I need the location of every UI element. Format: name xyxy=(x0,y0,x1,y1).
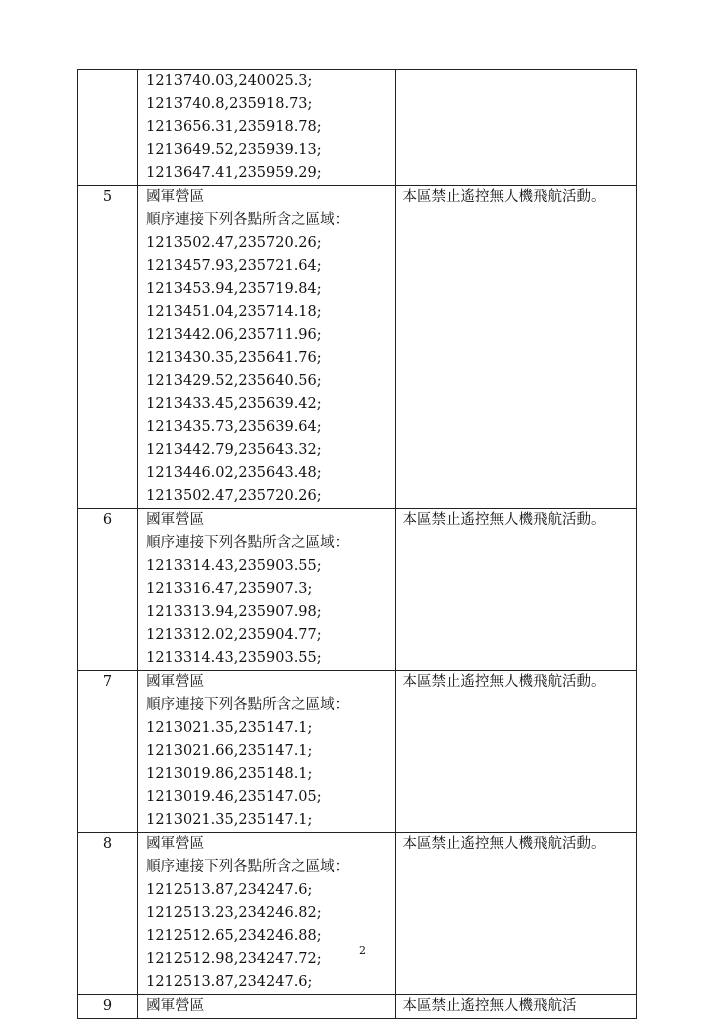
area-text-line: 順序連接下列各點所含之區域： xyxy=(146,535,350,551)
row-number: 8 xyxy=(78,833,138,995)
coordinate-line: 1213457.93,235721.64; xyxy=(146,258,322,274)
area-text-line: 國軍營區 xyxy=(146,836,205,852)
area-description xyxy=(138,671,395,833)
coordinate-line: 1213451.04,235714.18; xyxy=(146,304,322,320)
coordinate-line: 1213647.41,235959.29; xyxy=(146,165,322,181)
area-description xyxy=(138,70,395,186)
coordinate-line: 1213429.52,235640.56; xyxy=(146,373,322,389)
restriction-note xyxy=(395,509,636,671)
table-row xyxy=(78,509,637,671)
area-text-line: 國軍營區 xyxy=(146,998,205,1014)
row-number: 9 xyxy=(78,995,138,1019)
coordinate-line: 1213446.02,235643.48; xyxy=(146,465,322,481)
coordinate-line: 1213019.46,235147.05; xyxy=(146,789,322,805)
coordinate-line: 1213649.52,235939.13; xyxy=(146,142,322,158)
coordinate-line: 1213502.47,235720.26; xyxy=(146,488,322,504)
coordinate-line: 1212513.23,234246.82; xyxy=(146,905,322,921)
table-row xyxy=(78,833,637,995)
restriction-note-text: 本區禁止遙控無人機飛航活動。 xyxy=(402,674,606,690)
restriction-note xyxy=(395,186,636,509)
coordinate-line: 1212512.65,234246.88; xyxy=(146,928,322,944)
coordinate-line: 1213435.73,235639.64; xyxy=(146,419,322,435)
coordinate-line: 1213433.45,235639.42; xyxy=(146,396,322,412)
row-number: 6 xyxy=(78,509,138,671)
area-description xyxy=(138,186,395,509)
restriction-note xyxy=(395,70,636,186)
coordinate-line: 1213021.66,235147.1; xyxy=(146,743,313,759)
coordinate-line: 1212512.98,234247.72; xyxy=(146,951,322,967)
area-text-line: 順序連接下列各點所含之區域： xyxy=(146,697,350,713)
coordinate-line: 1212513.87,234247.6; xyxy=(146,882,313,898)
area-text-line: 國軍營區 xyxy=(146,674,205,690)
coordinate-line: 1213021.35,235147.1; xyxy=(146,812,313,828)
table-row xyxy=(78,995,637,1019)
coordinate-line: 1213656.31,235918.78; xyxy=(146,119,322,135)
coordinate-line: 1213314.43,235903.55; xyxy=(146,558,322,574)
coordinate-line: 1213316.47,235907.3; xyxy=(146,581,313,597)
coordinate-line: 1213021.35,235147.1; xyxy=(146,720,313,736)
row-number: 7 xyxy=(78,671,138,833)
coordinate-line: 1213502.47,235720.26; xyxy=(146,235,322,251)
restriction-note-text: 本區禁止遙控無人機飛航活動。 xyxy=(402,836,606,852)
area-text-line: 順序連接下列各點所含之區域： xyxy=(146,212,350,228)
table-row xyxy=(78,671,637,833)
row-number xyxy=(78,70,138,186)
area-text-line: 順序連接下列各點所含之區域： xyxy=(146,859,350,875)
restriction-note-text: 本區禁止遙控無人機飛航活 xyxy=(402,998,577,1014)
restriction-note xyxy=(395,833,636,995)
coordinate-line: 1213740.8,235918.73; xyxy=(146,96,313,112)
page-number: 2 xyxy=(359,944,366,957)
restriction-note-text: 本區禁止遙控無人機飛航活動。 xyxy=(402,189,606,205)
coordinate-line: 1213312.02,235904.77; xyxy=(146,627,322,643)
coordinate-line: 1213453.94,235719.84; xyxy=(146,281,322,297)
coordinate-line: 1212513.87,234247.6; xyxy=(146,974,313,990)
coordinate-line: 1213442.79,235643.32; xyxy=(146,442,322,458)
coordinate-line: 1213313.94,235907.98; xyxy=(146,604,322,620)
coordinate-line: 1213430.35,235641.76; xyxy=(146,350,322,366)
coordinate-line: 1213314.43,235903.55; xyxy=(146,650,322,666)
restriction-note-text: 本區禁止遙控無人機飛航活動。 xyxy=(402,512,606,528)
coordinate-line: 1213740.03,240025.3; xyxy=(146,73,313,89)
restriction-note xyxy=(395,995,636,1019)
area-text-line: 國軍營區 xyxy=(146,512,205,528)
area-description xyxy=(138,995,395,1019)
area-description xyxy=(138,509,395,671)
zone-table xyxy=(77,69,637,1019)
coordinate-line: 1213019.86,235148.1; xyxy=(146,766,313,782)
zone-table-body xyxy=(78,70,637,1019)
restriction-note xyxy=(395,671,636,833)
coordinate-line: 1213442.06,235711.96; xyxy=(146,327,322,343)
area-description xyxy=(138,833,395,995)
area-text-line: 國軍營區 xyxy=(146,189,205,205)
row-number: 5 xyxy=(78,186,138,509)
table-row xyxy=(78,186,637,509)
table-row xyxy=(78,70,637,186)
